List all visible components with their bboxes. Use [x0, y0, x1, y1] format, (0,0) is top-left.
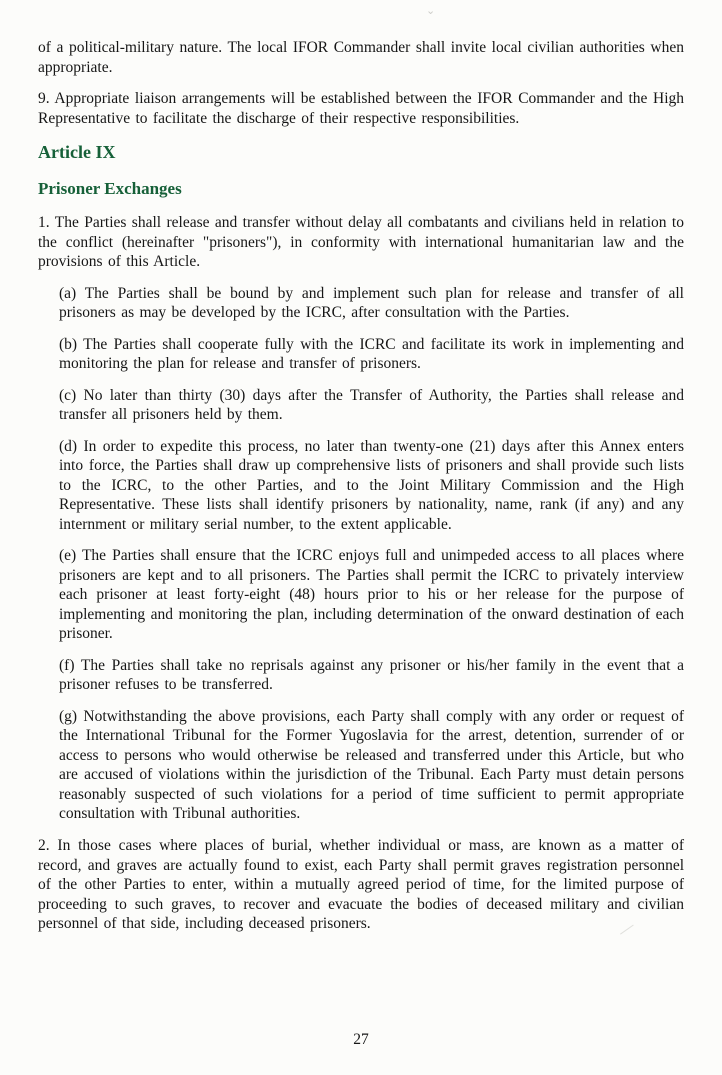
paragraph-1: 1. The Parties shall release and transfer without delay all combatants and civilians held in relation to the conflict (hereinafter "prisoners"), in conformity with international humanitarian law and the provisions of this Article.: [38, 214, 684, 271]
paragraph-item-9: 9. Appropriate liaison arrangements will be established between the IFOR Commander and the High Representative to facilitate the discharge of their respective responsibilities.: [38, 90, 684, 127]
subparagraph-f: (f) The Parties shall take no reprisals against any prisoner or his/her family in the event that a prisoner refuses to be transferred.: [59, 656, 684, 694]
scan-artifact: ⌄: [426, 5, 436, 17]
page-number: 27: [353, 1031, 369, 1048]
subparagraph-b: (b) The Parties shall cooperate fully with the ICRC and facilitate its work in implementing and monitoring the plan for release and transfer of prisoners.: [59, 335, 684, 373]
section-heading: Prisoner Exchanges: [38, 179, 182, 199]
paragraph-continuation: of a political-military nature. The local IFOR Commander shall invite local civilian authorities when appropriate.: [38, 39, 684, 76]
subparagraph-d: (d) In order to expedite this process, no later than twenty-one (21) days after this Annex enters into force, the Parties shall draw up comprehensive lists of prisoners and shall provide such lists to the ICRC, to the other Parties, and to the Joint Military Commission and the High Representative. These lists shall identify prisoners by nationality, name, rank (if any) and any internment or military serial number, to the extent applicable.: [59, 437, 684, 533]
article-heading: Article IX: [38, 142, 116, 163]
subparagraph-a: (a) The Parties shall be bound by and implement such plan for release and transfer of all prisoners as may be developed by the ICRC, after consultation with the Parties.: [59, 284, 684, 322]
subparagraph-e: (e) The Parties shall ensure that the ICRC enjoys full and unimpeded access to all places where prisoners are kept and to all prisoners. The Parties shall permit the ICRC to privately interview each prisoner at least forty-eight (48) hours prior to his or her release for the purpose of implementing and monitoring the plan, including determination of the onward destination of each prisoner.: [59, 547, 684, 643]
paragraph-2: 2. In those cases where places of burial, whether individual or mass, are known as a matter of record, and graves are actually found to exist, each Party shall permit graves registration personnel of the other Parties to enter, within a mutually agreed period of time, for the limited purpose of proceeding to such graves, to recover and evacuate the bodies of deceased military and civilian personnel of that side, including deceased prisoners.: [38, 836, 684, 933]
subparagraph-g: (g) Notwithstanding the above provisions, each Party shall comply with any order or request of the International Tribunal for the Former Yugoslavia for the arrest, detention, surrender of or access to persons who would otherwise be released and transferred under this Article, but who are accused of violations within the jurisdiction of the Tribunal. Each Party must detain persons reasonably suspected of such violations for a period of time sufficient to permit appropriate consultation with Tribunal authorities.: [59, 707, 684, 823]
subparagraph-c: (c) No later than thirty (30) days after the Transfer of Authority, the Parties shall release and transfer all prisoners held by them.: [59, 386, 684, 424]
